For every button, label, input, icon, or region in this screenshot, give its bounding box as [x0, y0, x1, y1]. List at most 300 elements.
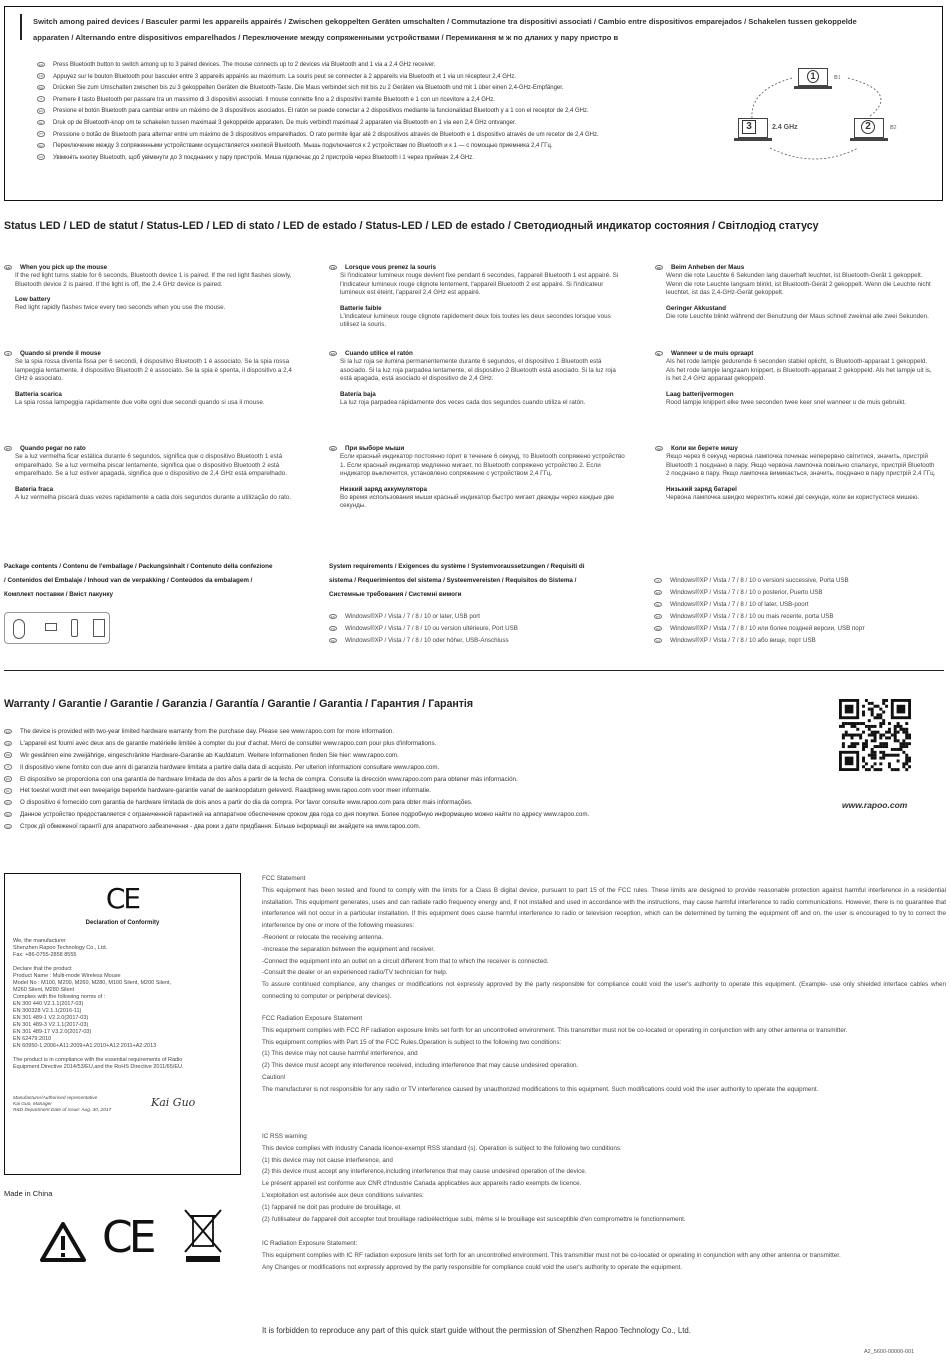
- qr-module: [865, 745, 868, 748]
- status-heading: [655, 263, 937, 272]
- requirements-title-line: Системные требования / Системні вимоги: [329, 591, 462, 598]
- language-badge-icon: RU: [5, 812, 11, 817]
- fcc-block: [262, 1013, 946, 1096]
- bluetooth-2-icon: ʙ2: [890, 124, 897, 131]
- battery-heading: Low battery: [15, 296, 51, 304]
- qr-module: [897, 748, 900, 751]
- declaration-line: EN 300 440 V2.1.1(2017-03): [13, 1001, 84, 1007]
- qr-module: [868, 719, 871, 722]
- package-title-line: Комплект поставки / Вміст пакунку: [4, 591, 113, 598]
- qr-module: [874, 751, 877, 754]
- switching-list-item: [37, 130, 737, 142]
- qr-module: [902, 739, 905, 742]
- qr-module: [859, 722, 862, 725]
- fcc-paragraph: The manufacturer is not responsible for any radio or TV interference caused by unauthorized modifications to this equipment. Such modifications could void the user authority to operate the equipment.: [262, 1085, 819, 1093]
- qr-module: [908, 736, 911, 739]
- language-badge-icon: DE: [5, 753, 11, 758]
- ghz-label: 2.4 GHz: [772, 124, 798, 131]
- qr-module: [905, 734, 908, 737]
- qr-module: [842, 745, 845, 748]
- language-badge-icon: RU: [655, 626, 661, 631]
- package-title-line: / Contenidos del Embalaje / Inhoud van de verpakking / Conteúdos da embalagem /: [4, 577, 253, 584]
- qr-module: [888, 731, 891, 734]
- qr-module: [868, 768, 871, 771]
- device-1-number: 1: [807, 70, 819, 83]
- language-badge-icon: DE: [330, 638, 336, 643]
- warranty-list-item: [4, 726, 589, 738]
- declaration-line: EN 301 489-1 V2.2.0(2017-03): [13, 1015, 89, 1021]
- qr-module: [905, 731, 908, 734]
- language-badge-icon: EN: [330, 614, 336, 619]
- requirements-list-left: [329, 611, 518, 647]
- qr-module: [888, 728, 891, 731]
- requirement-item: [654, 611, 865, 623]
- qr-module: [891, 768, 894, 771]
- status-paragraph: Si la luz roja se ilumina permanentemente durante 6 segundos, el dispositivo 1 Bluetooth está asociado. Si la luz roja parpadea lentamente, el dispositivo 2 Bluetooth está asociado. Si la luz roja está apagada, está asociado el dispositivo de 2,4 GHz.: [340, 358, 616, 383]
- status-heading-text: Cuando utilice el ratón: [345, 350, 413, 357]
- qr-module: [851, 734, 854, 737]
- qr-module: [874, 762, 877, 765]
- status-heading: [4, 444, 302, 453]
- weee-bin-icon: [183, 1206, 223, 1269]
- requirement-text: Windows®XP / Vista / 7 / 8 / 10 or later, USB port: [345, 613, 481, 620]
- status-heading-text: Beim Anheben der Maus: [671, 264, 745, 271]
- declaration-line: [13, 959, 238, 966]
- qr-module: [871, 739, 874, 742]
- warranty-item-text: Wir gewähren eine zweijährige, eingeschränkte Hardware-Garantie ab Kaufdatum. Weitere Informationen finden Sie hier: www.rapoo.com.: [20, 751, 399, 759]
- qr-module: [871, 734, 874, 737]
- qr-module: [888, 754, 891, 757]
- qr-module: [865, 739, 868, 742]
- qr-module: [868, 708, 871, 711]
- warranty-list-item: [4, 774, 589, 786]
- qr-module: [905, 736, 908, 739]
- qr-module: [848, 722, 851, 725]
- language-badge-icon: FR: [331, 265, 335, 270]
- qr-module: [894, 736, 897, 739]
- qr-module: [897, 739, 900, 742]
- qr-module: [868, 702, 871, 705]
- qr-module: [874, 705, 877, 708]
- qr-module: [879, 708, 882, 711]
- declaration-representative: [13, 1096, 173, 1115]
- status-heading-text: Lorsque vous prenez la souris: [345, 264, 436, 271]
- qr-module: [842, 722, 845, 725]
- status-heading-text: When you pick up the mouse: [20, 264, 108, 271]
- language-badge-icon: NL: [37, 120, 45, 126]
- qr-module: [879, 762, 882, 765]
- qr-module: [882, 745, 885, 748]
- qr-module: [874, 768, 877, 771]
- language-badge-icon: RU: [330, 446, 336, 451]
- declaration-rep-line: Kai Guo, Manager: [13, 1102, 52, 1108]
- qr-module: [882, 757, 885, 760]
- battery-paragraph: Червона лампочка швидко мерехтить кожні дві секунди, коли ви користуєтеся мишею.: [666, 493, 920, 501]
- status-heading-text: Wanneer u de muis opraapt: [671, 350, 754, 357]
- battery-paragraph: La luz roja parpadea rápidamente dos veces cada dos segundos cuando utiliza el ratón.: [340, 398, 586, 406]
- reproduction-notice: It is forbidden to reproduce any part of this quick start guide without the permission of Shenzhen Rapoo Technology Co., Ltd.: [262, 1326, 691, 1335]
- warranty-item-text: El dispositivo se proporciona con una garantía de hardware limitada de dos años a partir de la fecha de compra. Consulte la dirección www.rapoo.com para obtener más información.: [20, 775, 518, 783]
- mouse-icon: [13, 619, 25, 639]
- fcc-paragraph: -Reorient or relocate the receiving antenna.: [262, 933, 384, 941]
- package-title: [4, 560, 314, 602]
- qr-module: [859, 734, 862, 737]
- battery-paragraph: A luz vermelha piscará duas vezes rapidamente a cada dois segundos durante a utilização do rato.: [15, 493, 292, 501]
- language-badge-icon: DE: [656, 265, 662, 270]
- requirements-list-right: [654, 575, 865, 647]
- title-accent-bar: [20, 14, 22, 40]
- qr-module: [882, 754, 885, 757]
- fcc-paragraph: Any Changes or modifications not expressly approved by the party responsible for compliance could void the user's authority to operate the equipment.: [262, 1263, 683, 1271]
- qr-module: [905, 728, 908, 731]
- qr-module: [885, 754, 888, 757]
- declaration-line: [13, 1050, 238, 1057]
- qr-module: [874, 757, 877, 760]
- pairing-diagram: [730, 60, 920, 180]
- status-paragraph: Se a luz vermelha ficar estática durante 6 segundos, significa que o dispositivo Bluetooth 1 está emparelhado. Se a luz vermelha piscar lentamente, significa que o dispositivo Bluetooth 2 está emparelhado. Se a luz estiver apagada, significa que o dispositivo de 2,4 GHz está emparelhado.: [15, 453, 287, 478]
- qr-module: [894, 739, 897, 742]
- qr-module: [897, 725, 900, 728]
- qr-module: [899, 748, 902, 751]
- qr-module: [902, 765, 905, 768]
- qr-module: [871, 765, 874, 768]
- requirements-title: [329, 560, 629, 602]
- status-heading: [4, 349, 302, 358]
- qr-module: [862, 742, 865, 745]
- requirement-item: [654, 635, 865, 647]
- status-block: [4, 349, 302, 407]
- language-badge-icon: FR: [39, 74, 43, 79]
- qr-module: [894, 754, 897, 757]
- qr-module: [874, 745, 877, 748]
- status-block: [655, 349, 937, 407]
- battery-heading: Batterie faible: [340, 304, 382, 312]
- qr-module: [845, 734, 848, 737]
- device-3-number: 3: [742, 120, 756, 134]
- qr-module: [856, 734, 859, 737]
- qr-module: [871, 713, 874, 716]
- qr-module: [902, 751, 905, 754]
- warranty-list-item: [4, 750, 589, 762]
- qr-module: [865, 699, 868, 702]
- switching-item-text: Premere il tasto Bluetooth per passare tra un massimo di 3 dispositivi associati. Il mouse connette fino a 2 dispositivi tramite Bluetooth e 1 con un ricevitore a 2,4 GHz.: [53, 96, 495, 103]
- battery-heading: Batería baja: [340, 390, 376, 398]
- fcc-paragraph: This equipment complies with Part 15 of the FCC Rules.Operation is subject to the following two conditions:: [262, 1038, 562, 1046]
- qr-module: [897, 731, 900, 734]
- status-heading-text: При выборе мыши: [345, 445, 405, 452]
- qr-module: [874, 716, 877, 719]
- qr-module: [848, 745, 851, 748]
- fcc-paragraph: Caution!: [262, 1073, 286, 1081]
- qr-module: [894, 725, 897, 728]
- warranty-item-text: Het toestel wordt met een tweejarige beperkte hardware-garantie vanaf de aankoopdatum geleverd. Raadpleeg www.rapoo.com voor meer informatie.: [20, 787, 432, 795]
- qr-module: [902, 745, 905, 748]
- status-body: [655, 453, 937, 502]
- qr-module: [874, 739, 877, 742]
- qr-module: [879, 734, 882, 737]
- qr-module: [876, 745, 879, 748]
- declaration-line: EN 62479:2010: [13, 1036, 52, 1042]
- language-badge-icon: ES: [5, 777, 10, 782]
- status-block: [329, 444, 627, 511]
- language-badge-icon: EN: [38, 62, 44, 67]
- qr-module: [862, 748, 865, 751]
- qr-module: [882, 751, 885, 754]
- qr-module: [862, 765, 865, 768]
- declaration-line: The product is in compliance with the essential requirements of Radio: [13, 1057, 183, 1063]
- switching-list-item: [37, 95, 737, 107]
- bluetooth-2-sub: 2: [893, 125, 897, 131]
- qr-module: [885, 742, 888, 745]
- battery-icon: [71, 619, 78, 637]
- status-body: [4, 453, 302, 502]
- declaration-line: Model No : M100, M200, M260, M280, M100 Silent, M200 Silent,: [13, 980, 172, 986]
- warranty-item-text: L'appareil est fourni avec deux ans de garantie matérielle limitée à compter du jour d'achat. Merci de consulter www.rapoo.com pour plus d'informations.: [20, 739, 437, 747]
- status-heading: [4, 263, 302, 272]
- qr-module: [882, 699, 885, 702]
- requirement-item: [329, 611, 518, 623]
- battery-heading: Geringer Akkustand: [666, 304, 726, 312]
- status-paragraph: Si l'indicateur lumineux rouge devient fixe pendant 6 secondes, l'appareil Bluetooth 1 est appairé. Si l'indicateur lumineux rouge clignote lentement, l'appareil Bluetooth 2 est appairé. Si l'indicateur lumineux est éteint, l'appareil 2,4 GHz est appairé.: [340, 272, 619, 297]
- signature: Kai Guo: [151, 1096, 196, 1109]
- qr-module: [902, 762, 905, 765]
- switching-list-item: [37, 83, 737, 95]
- warranty-item-text: The device is provided with two-year limited hardware warranty from the purchase day. Please see www.rapoo.com for more information.: [20, 728, 395, 735]
- qr-finder: [897, 705, 906, 714]
- battery-heading: Batteria scarica: [15, 390, 62, 398]
- status-title: Status LED / LED de statut / Status-LED / LED di stato / LED de estado / Status-LED / LED de estado / Светодиодный индикатор состояния / Світлодіод статусу: [4, 220, 819, 232]
- switching-list-item: [37, 106, 737, 118]
- qr-module: [871, 731, 874, 734]
- fcc-block: [262, 873, 946, 1003]
- qr-module: [894, 734, 897, 737]
- qr-module: [899, 728, 902, 731]
- qr-module: [879, 725, 882, 728]
- requirement-item: [329, 623, 518, 635]
- language-badge-icon: PT: [654, 614, 662, 620]
- qr-module: [882, 722, 885, 725]
- qr-module: [874, 754, 877, 757]
- declaration-line: Declare that the product: [13, 966, 72, 972]
- qr-module: [879, 757, 882, 760]
- qr-module: [876, 713, 879, 716]
- language-badge-icon: ES: [655, 590, 660, 595]
- fcc-paragraph: -Increase the separation between the equipment and receiver.: [262, 945, 435, 953]
- qr-module: [894, 748, 897, 751]
- status-body: [655, 272, 937, 321]
- qr-module: [874, 736, 877, 739]
- fcc-block: [262, 1131, 946, 1225]
- battery-paragraph: Во время использования мыши красный индикатор быстро мигает дважды через каждые две секунды.: [340, 493, 615, 510]
- device-2-number: 2: [861, 120, 875, 134]
- qr-module: [905, 754, 908, 757]
- status-block: [329, 263, 627, 330]
- warranty-item-text: Строк дії обмеженої гарантії для апаратного забезпечення - два роки з дати придбання. Більше інформації ви знайдете на www.rapoo.com.: [20, 823, 421, 831]
- language-badge-icon: UA: [38, 155, 44, 160]
- fcc-paragraph: IC Radiation Exposure Statement:: [262, 1240, 358, 1247]
- laptop-3-base: [734, 138, 772, 141]
- qr-module: [897, 768, 900, 771]
- qr-module: [902, 742, 905, 745]
- qr-module: [908, 757, 911, 760]
- qr-code: [839, 699, 911, 787]
- qr-module: [853, 722, 856, 725]
- qr-module: [865, 725, 868, 728]
- qr-module: [888, 762, 891, 765]
- ce-mark-large: CE: [102, 1212, 153, 1263]
- switching-item-text: Переключение между 3 сопряженными устройствами осуществляется кнопкой Bluetooth. Мышь подключается к 2 устройствам по Bluetooth и к 1 — с помощью приемника 2,4 ГГц.: [53, 143, 553, 150]
- qr-module: [908, 742, 911, 745]
- requirement-text: Windows®XP / Vista / 7 / 8 / 10 oder höher, USB-Anschluss: [345, 637, 509, 644]
- qr-module: [902, 728, 905, 731]
- qr-module: [871, 725, 874, 728]
- declaration-box: [4, 873, 241, 1175]
- qr-module: [882, 719, 885, 722]
- declaration-line: EN 60950-1:2006+A11:2009+A1:2010+A12:2011+A2:2013: [13, 1043, 157, 1049]
- qr-module: [891, 734, 894, 737]
- fcc-paragraph: This equipment has been tested and found to comply with the limits for a Class B digital device, pursuant to part 15 of the FCC rules. These limits are designed to provide reasonable protection against harmful interference in a residential installation. This equipment generates, uses and can radiate radio frequency energy and, if not installed and used in accordance with the instructions, may cause harmful interference to radio communications. However, there is no guarantee that interference will not occur in a particular installation. If this equipment does cause harmful interference to radio or television reception, which can be determined by turning the equipment off and on, the user is encouraged to try to correct the interference by one or more of the following measures:: [262, 886, 946, 930]
- qr-module: [874, 725, 877, 728]
- qr-module: [842, 742, 845, 745]
- language-badge-icon: NL: [4, 788, 12, 794]
- qr-module: [862, 745, 865, 748]
- status-paragraph: Если красный индикатор постоянно горит в течение 6 секунд, то Bluetooth сопряжено устройство 1. Если красный индикатор медленно мигает, по Bluetooth сопряжено устройство 2. Если индикатор выключится, установлено сопряжение с устройством 2,4 ГГц.: [340, 453, 625, 478]
- qr-module: [839, 725, 842, 728]
- fcc-block: [262, 1238, 946, 1273]
- qr-module: [862, 731, 865, 734]
- qr-module: [876, 731, 879, 734]
- status-heading: [655, 444, 937, 453]
- requirement-text: Windows®XP / Vista / 7 / 8 / 10 o versioni successive, Porta USB: [670, 577, 849, 584]
- qr-module: [871, 751, 874, 754]
- qr-module: [842, 734, 845, 737]
- qr-module: [897, 722, 900, 725]
- package-contents-illustration: [4, 612, 110, 644]
- qr-module: [862, 759, 865, 762]
- qr-module: [891, 754, 894, 757]
- language-badge-icon: IT: [37, 96, 45, 102]
- qr-module: [905, 759, 908, 762]
- qr-module: [885, 731, 888, 734]
- fcc-paragraph: This equipment complies with FCC RF radiation exposure limits set forth for an uncontrolled environment. This transmitter must not be co-located or operating in conjunction with any other antenna or transmitter.: [262, 1026, 848, 1034]
- qr-module: [845, 731, 848, 734]
- fcc-paragraph: (1) l'appareil ne doit pas produire de brouillage, et: [262, 1203, 401, 1211]
- qr-module: [879, 713, 882, 716]
- language-badge-icon: PT: [4, 800, 12, 806]
- requirement-text: Windows®XP / Vista / 7 / 8 / 10 ou version ultérieure, Port USB: [345, 625, 518, 632]
- status-paragraph: Якщо через 6 секунд червона лампочка починає неперервно світитися, значить, пристрій Bluetooth 1 поєднано в пару. Якщо червона лампочка повільно спалахує, пристрій Bluetooth 2 поєднано в пару. Якщо лампочка вимикається, значить, поєднано в пару пристрій 2,4 ГГц.: [666, 453, 936, 478]
- warranty-list-item: [4, 809, 589, 821]
- fcc-paragraph: This equipment complies with IC RF radiation exposure limits set forth for an uncontrolled environment. This transmitter must not be co-located or operating in conjunction with any other antenna or transmitter.: [262, 1251, 841, 1259]
- ce-mark: CE: [105, 882, 140, 915]
- qr-module: [856, 742, 859, 745]
- qr-module: [871, 748, 874, 751]
- qr-module: [897, 759, 900, 762]
- requirement-text: Windows®XP / Vista / 7 / 8 / 10 або вище, порт USB: [670, 637, 816, 644]
- rapoo-url[interactable]: www.rapoo.com: [842, 800, 908, 810]
- qr-module: [905, 768, 908, 771]
- laptop-2-base: [850, 138, 888, 141]
- fcc-paragraph: (1) this device may not cause interference, and: [262, 1156, 393, 1164]
- status-block: [329, 349, 627, 407]
- qr-module: [862, 711, 865, 714]
- qr-module: [908, 765, 911, 768]
- language-badge-icon: ES: [330, 351, 335, 356]
- qr-module: [853, 742, 856, 745]
- fcc-paragraph: -Consult the dealer or an experienced radio/TV technician for help.: [262, 969, 448, 977]
- declaration-line: We, the manufacturer: [13, 938, 66, 944]
- qr-module: [851, 745, 854, 748]
- qr-finder: [845, 757, 854, 766]
- qr-module: [842, 736, 845, 739]
- status-body: [655, 358, 937, 407]
- qr-module: [874, 734, 877, 737]
- battery-heading: Laag batterijvermogen: [666, 390, 734, 398]
- qr-module: [879, 751, 882, 754]
- qr-module: [879, 745, 882, 748]
- qr-module: [851, 725, 854, 728]
- qr-module: [882, 702, 885, 705]
- qr-module: [851, 722, 854, 725]
- switching-item-text: Pressione o botão de Bluetooth para alternar entre um máximo de 3 dispositivos emparelhados. O rato permite ligar até 2 dispositivos através de Bluetooth e 1 dispositivo através de um recetor de 2,4 GHz.: [53, 131, 599, 138]
- warranty-title: Warranty / Garantie / Garantie / Garanzia / Garantía / Garantie / Garantia / Гарантия / Гарантія: [4, 698, 474, 710]
- switching-list-item: [37, 141, 737, 153]
- requirement-item: [654, 623, 865, 635]
- qr-module: [859, 736, 862, 739]
- qr-module: [865, 762, 868, 765]
- language-badge-icon: DE: [38, 85, 44, 90]
- fcc-paragraph: This device complies with Industry Canada licence-exempt RSS standard (s). Operation is subject to the following two conditions:: [262, 1144, 622, 1152]
- warranty-list-item: [4, 797, 589, 809]
- section-divider: [4, 670, 944, 671]
- qr-module: [885, 699, 888, 702]
- switching-item-text: Увімкніть кнопку Bluetooth, щоб увімкнути до 3 поєднаних у пару пристроїв. Миша підключає до 2 пристроїв через Bluetooth і 1 через приймач 2,4 GHz.: [53, 154, 474, 161]
- qr-module: [853, 734, 856, 737]
- qr-module: [868, 754, 871, 757]
- qr-module: [871, 702, 874, 705]
- battery-paragraph: Red light rapidly flashes twice every two seconds when you use the mouse.: [15, 304, 226, 312]
- qr-module: [899, 745, 902, 748]
- qr-module: [876, 716, 879, 719]
- status-paragraph: Wenn die rote Leuchte 6 Sekunden lang dauerhaft leuchtet, ist Bluetooth-Gerät 1 gekoppelt. Wenn die rote Leuchte langsam blinkt, ist Bluetooth-Gerät 2 gekoppelt. Wenn die Leuchte nicht leuchtet, ist das 2,4-GHz-Gerät gekoppelt.: [666, 272, 931, 297]
- battery-paragraph: Die rote Leuchte blinkt während der Benutzung der Maus schnell zweimal alle zwei Sekunden.: [666, 312, 929, 320]
- language-badge-icon: UA: [656, 446, 662, 451]
- requirement-item: [654, 587, 865, 599]
- requirement-text: Windows®XP / Vista / 7 / 8 / 10 o posterior, Puerto USB: [670, 589, 823, 596]
- switching-item-text: Appuyez sur le bouton Bluetooth pour basculer entre 3 appareils appairés au maximum. La souris peut se connecter à 2 appareils via Bluetooth et 1 via un récepteur 2,4 GHz.: [53, 73, 516, 80]
- declaration-line: Equipment Directive 2014/53/EU,and the RoHS Directive 2011/65/EU.: [13, 1064, 184, 1070]
- qr-module: [905, 742, 908, 745]
- qr-module: [862, 705, 865, 708]
- declaration-line: EN 301 489-17 V3.2.0(2017-03): [13, 1029, 92, 1035]
- qr-module: [891, 748, 894, 751]
- qr-module: [879, 716, 882, 719]
- qr-module: [908, 734, 911, 737]
- qr-module: [856, 728, 859, 731]
- qr-module: [848, 734, 851, 737]
- warranty-item-text: O dispositivo é fornecido com garantia de hardware limitada de dois anos a partir do dia da compra. Por favor consulte www.rapoo.com para obter mais informações.: [20, 799, 473, 807]
- qr-module: [888, 736, 891, 739]
- switching-title: Switch among paired devices / Basculer parmi les appareils appairés / Zwischen gekoppelten Geräten umschalten / Commutazione tra dispositivi associati / Cambio entre dispositivos emparejados / Schakelen tussen gekoppelde apparaten / Alternando entre dispositivos emparelhados / Переключение между сопряженными устройствами / Перемикання м ж по дланих у пару пристро в: [33, 17, 857, 42]
- qr-module: [905, 762, 908, 765]
- warranty-item-text: Данное устройство предоставляется с ограниченной гарантией на аппаратное обеспечение сроком два года со дня покупки. Более подробную информацию можно найти по адресу www.rapoo.com.: [20, 811, 590, 819]
- declaration-rep-line: R&D Department Date of issue: Aug. 30, 2017: [13, 1108, 112, 1114]
- status-heading: [329, 444, 627, 453]
- status-heading-text: Quando si prende il mouse: [20, 350, 101, 357]
- status-heading-text: Quando pegar no rato: [20, 445, 86, 452]
- qr-module: [885, 705, 888, 708]
- status-body: [329, 453, 627, 511]
